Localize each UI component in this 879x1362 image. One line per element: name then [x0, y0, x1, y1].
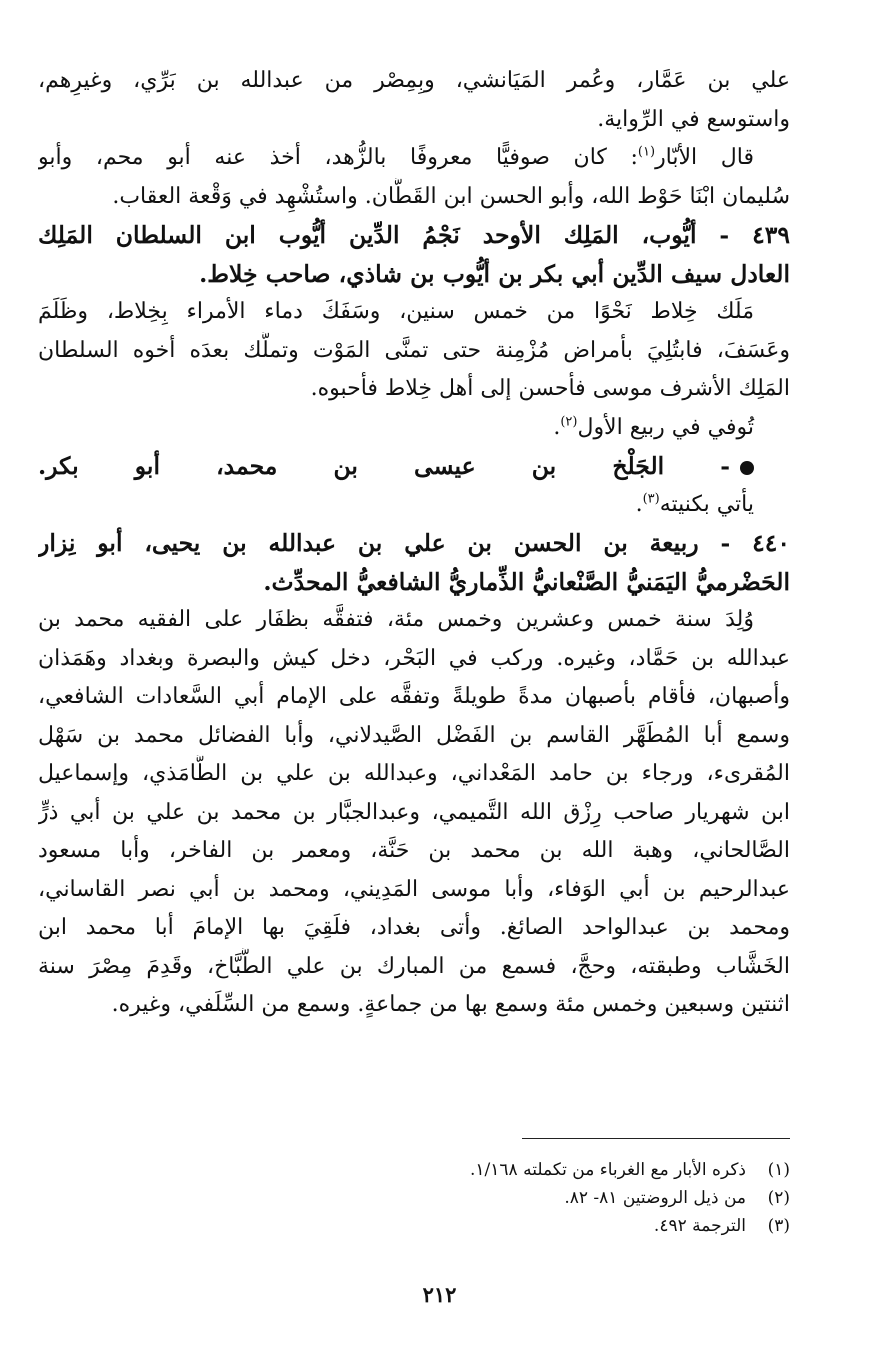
line-text: عبدالله بن حَمَّاد، وغيره. وركب في البَحْر، دخل كيش والبصرة وبغداد وهَمَذان [38, 645, 790, 671]
text-line [38, 293, 790, 332]
text-line [38, 332, 790, 371]
footnote-3 [38, 1212, 790, 1240]
footnote-text: ذكره الأبار مع الغرباء من تكملته ١/١٦٨. [470, 1160, 746, 1180]
text-line [38, 447, 790, 486]
text-line [38, 409, 790, 448]
line-text: وأصبهان، فأقام بأصبهان مدةً طويلةً وتفقَّه على الإمام أبي السَّعادات الشافعي، [38, 684, 790, 709]
text-line [38, 255, 790, 294]
footnote-separator [522, 1138, 790, 1139]
line-text-continued: : كان صوفيًّا معروفًا بالزُّهد، أخذ عنه أبو محم، وأبو [38, 145, 638, 170]
line-text: قال الأبّار [655, 145, 754, 170]
line-text: علي بن عَمَّار، وعُمر المَيَانشي، وبِمِصْر من عبدالله بن بَرِّي، وغيرِهم، [38, 68, 790, 93]
line-text: وُلِدَ سنة خمس وعشرين وخمس مئة، فتفقَّه بظفَار على الفقيه محمد بن [38, 607, 754, 632]
text-line [38, 486, 790, 525]
footnote-number: (٢) [767, 1188, 790, 1208]
text-line [38, 640, 790, 679]
text-line [38, 524, 790, 563]
line-text: تُوفي في ربيع الأول [577, 414, 754, 440]
line-text: - الجَلْخ بن عيسى بن محمد، أبو بكر. [38, 452, 730, 480]
text-line [38, 948, 790, 987]
text-line [38, 178, 790, 217]
entry-number: ٤٣٩ [752, 221, 790, 249]
line-text: - ربيعة بن الحسن بن علي بن عبدالله بن يحيى، أبو نِزار [38, 529, 731, 557]
line-text: ابن شهريار صاحب رِزْق الله التَّميمي، وعبدالجبَّار بن محمد بن علي بن أبي ذرٍّ [38, 799, 790, 825]
line-text: وعَسَفَ، فابتُلِيَ بأمراض مُزْمِنة حتى تمنَّى المَوْت وتملَّك بعدَه أخوه السلطان [38, 337, 790, 363]
bullet-icon [740, 461, 754, 475]
page-number: ٢١٢ [422, 1282, 457, 1307]
text-line [38, 909, 790, 948]
text-line [38, 62, 790, 101]
line-text: الحَضْرميُّ اليَمَنيُّ الصَّنْعانيُّ الذِّماريُّ الشافعيُّ المحدِّث. [263, 567, 790, 596]
text-line [38, 794, 790, 833]
text-line [38, 832, 790, 871]
text-line [38, 871, 790, 910]
line-text: وسمع أبا المُطَهَّر القاسم بن الفَضْل الصَّيدلاني، وأبا الفضائل محمد بن سَهْل [38, 722, 790, 748]
line-text: عبدالرحيم بن أبي الوَفاء، وأبا موسى المَدِيني، ومحمد بن أبي نصر القاساني، [38, 876, 790, 902]
line-text: سُليمان ابْنَا حَوْط الله، وأبو الحسن ابن القَطَّان. واستُشْهِد في وَقْعة العقاب. [112, 183, 790, 209]
line-text: - أيُّوب، المَلِك الأوحد نَجْمُ الدِّين أيُّوب ابن السلطان المَلِك [38, 221, 730, 249]
line-text-continued: . [553, 414, 561, 440]
text-line [38, 216, 790, 255]
footnote-marker: (٢) [560, 414, 578, 430]
footnote-2 [38, 1184, 790, 1212]
text-line [38, 563, 790, 602]
line-text: اثنتين وسبعين وخمس مئة وسمع بها من جماعةٍ. وسمع من السِّلَفي، وغيره. [111, 992, 790, 1017]
entry-number: ٤٤٠ [752, 529, 790, 557]
line-text: الصَّالحاني، وهبة الله بن محمد بن حَنَّة، ومعمر بن الفاخر، وأبا مسعود [38, 838, 790, 863]
text-line [38, 755, 790, 794]
line-text: الخَشَّاب وطبقته، وحجَّ، فسمع من المبارك بن علي الطَّبَّاخ، وقَدِمَ مِصْرَ سنة [38, 953, 790, 979]
line-text: مَلَك خِلاط نَحْوًا من خمس سنين، وسَفَكَ دماء الأمراء بِخِلاط، وظَلَمَ [38, 299, 754, 324]
footnote-number: (٣) [767, 1216, 790, 1236]
text-line [38, 986, 790, 1025]
footnote-number: (١) [767, 1160, 790, 1180]
text-line [38, 601, 790, 640]
line-text: المُقرىء، ورجاء بن حامد المَعْداني، وعبدالله بن علي بن الطَّامَذي، وإسماعيل [38, 761, 790, 786]
text-line [38, 101, 790, 140]
page-body [38, 62, 790, 1025]
line-text-continued: . [635, 491, 643, 517]
footnote-text: من ذيل الروضتين ٨١- ٨٢. [564, 1188, 746, 1208]
line-text: العادل سيف الدِّين أبي بكر بن أيُّوب بن شاذي، صاحب خِلاط. [199, 259, 790, 288]
footnote-marker: (١) [637, 144, 656, 160]
text-line [38, 370, 790, 409]
footnote-list [38, 1156, 790, 1240]
text-line [38, 139, 790, 178]
line-text: يأتي بكنيته [659, 491, 754, 517]
line-text: ومحمد بن عبدالواحد الصائغ. وأتى بغداد، فلَقِيَ بها الإمامَ أبا محمد ابن [38, 915, 790, 940]
text-line [38, 717, 790, 756]
footnote-1 [38, 1156, 790, 1184]
footnote-marker: (٣) [642, 491, 660, 507]
footnote-text: الترجمة ٤٩٢. [653, 1216, 746, 1236]
line-text: المَلِك الأشرف موسى فأحسن إلى أهل خِلاط فأحبوه. [310, 376, 790, 401]
text-line [38, 678, 790, 717]
line-text: واستوسع في الرِّواية. [597, 106, 790, 132]
